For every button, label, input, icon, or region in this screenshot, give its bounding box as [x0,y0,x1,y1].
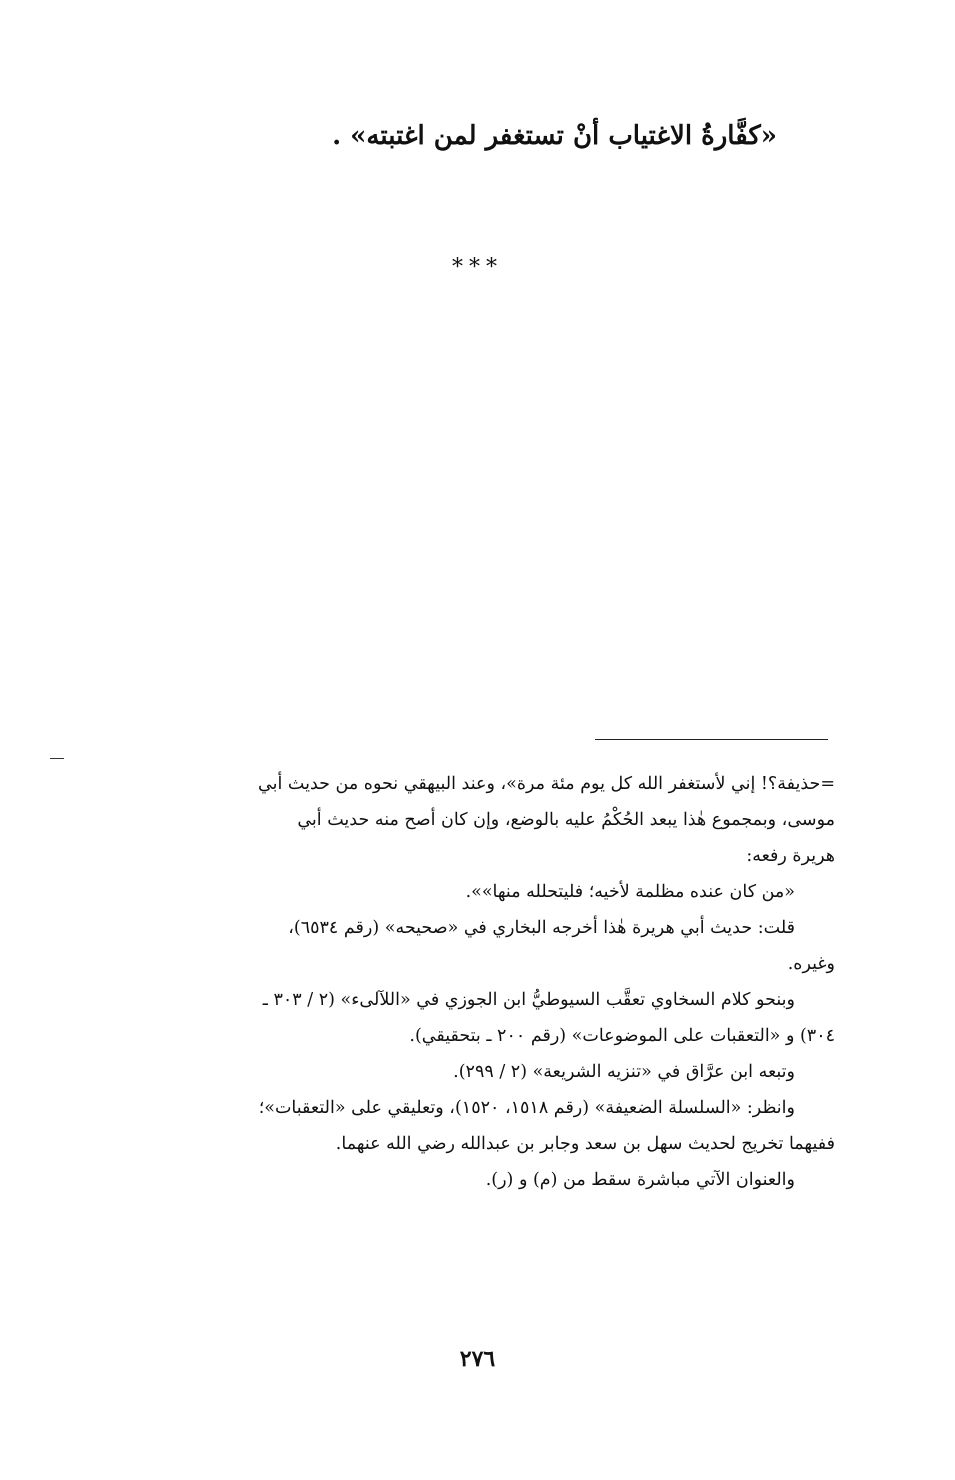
footnote-line: وبنحو كلام السخاوي تعقَّب السيوطيُّ ابن الجوزي في «اللآلىء» (٢ / ٣٠٣ ـ [262,990,795,1010]
footnote-line: وغيره. [787,954,835,974]
footnote-line: هريرة رفعه: [746,846,835,866]
footnote-line: وتبعه ابن عرَّاق في «تنزيه الشريعة» (٢ / ٢٩٩). [453,1062,795,1082]
separator-stars: *** [452,255,503,280]
footnotes-block [120,766,835,1198]
hadith-text: «كفَّارةُ الاغتياب أنْ تستغفر لمن اغتبته» . [332,121,777,151]
footnote-line: قلت: حديث أبي هريرة هٰذا أخرجه البخاري في «صحيحه» (رقم ٦٥٣٤)، [288,918,795,938]
footnote-line: ٣٠٤) و «التعقبات على الموضوعات» (رقم ٢٠٠ ـ بتحقيقي). [409,1026,835,1046]
page-number: ٢٧٦ [459,1346,496,1372]
section-separator [0,255,955,280]
footnote-line: ففيهما تخريج لحديث سهل بن سعد وجابر بن عبدالله رضي الله عنهما. [335,1134,835,1154]
footnote-line: والعنوان الآتي مباشرة سقط من (م) و (ر). [485,1170,795,1190]
footnote-line: وانظر: «السلسلة الضعيفة» (رقم ١٥١٨، ١٥٢٠)، وتعليقي على «التعقبات»؛ [258,1098,795,1118]
footnote-divider [595,739,828,740]
footnote-line: موسى، وبمجموع هٰذا يبعد الحُكْمُ عليه بالوضع، وإن كان أصح منه حديث أبي [297,810,835,830]
footnote-line: =حذيفة؟! إني لأستغفر الله كل يوم مئة مرة»، وعند البيهقي نحوه من حديث أبي [258,774,835,794]
footnote-line: «من كان عنده مظلمة لأخيه؛ فليتحلله منها»». [465,882,795,902]
margin-mark [50,758,64,759]
